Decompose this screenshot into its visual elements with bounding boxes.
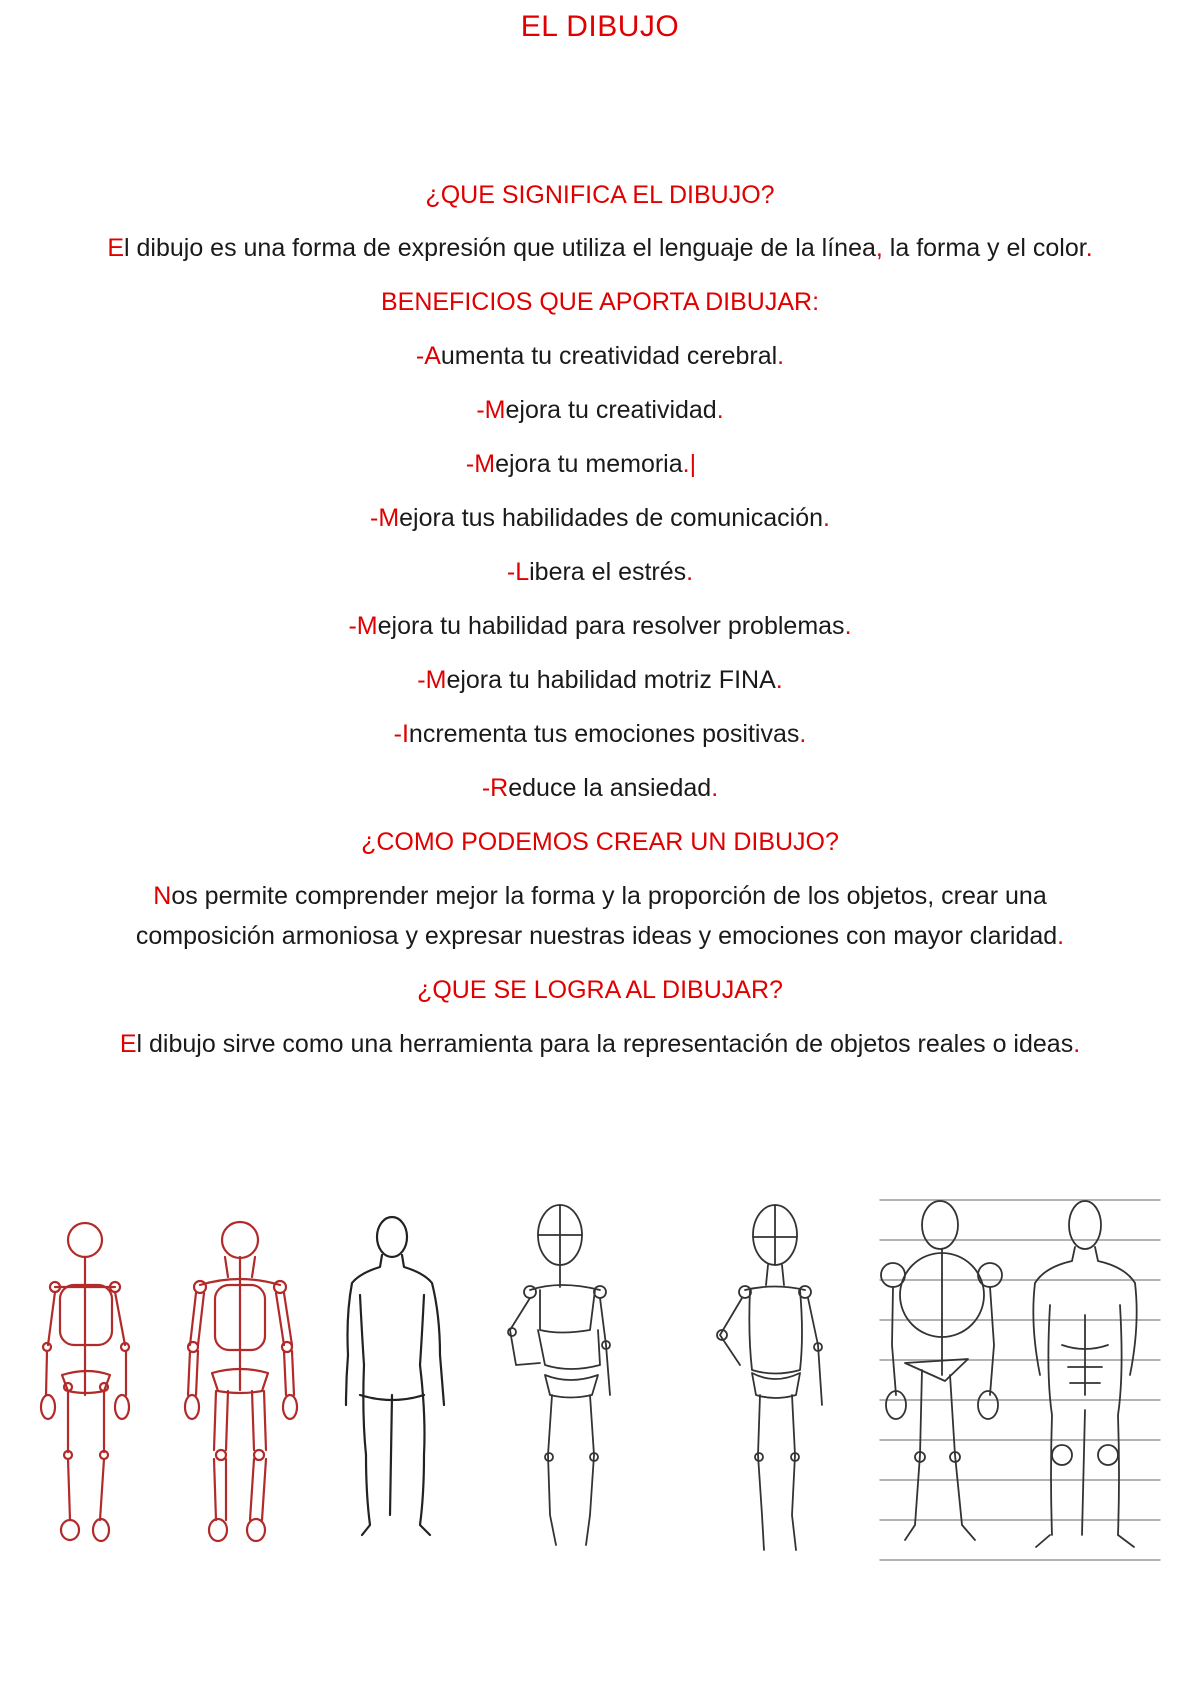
drop-letter: E — [119, 1030, 137, 1058]
mannequin-figure-arm-out — [508, 1205, 610, 1545]
drop-letter: N — [153, 882, 172, 910]
benefit-end: . — [686, 558, 694, 586]
red-period: . — [1057, 922, 1065, 950]
mannequin-figure-hand-on-hip — [717, 1205, 822, 1550]
achieve-text: l dibujo sirve como una herramienta para la representación de objetos reales o ideas — [136, 1030, 1074, 1058]
benefit-prefix: -R — [481, 774, 509, 802]
benefit-end: . — [823, 504, 830, 532]
benefit-item — [0, 719, 1200, 749]
red-period: . — [1073, 1030, 1081, 1058]
benefit-prefix: -M — [417, 666, 447, 694]
benefit-prefix: -M — [370, 504, 400, 532]
benefit-item — [0, 395, 1200, 425]
benefit-text: ejora tu creatividad — [505, 396, 717, 424]
section-heading-meaning: ¿QUE SIGNIFICA EL DIBUJO? — [425, 181, 775, 209]
benefit-end: . — [775, 666, 783, 694]
red-comma: , — [875, 234, 883, 262]
benefit-prefix: -A — [415, 342, 441, 370]
benefit-text: ncrementa tus emociones positivas — [408, 720, 800, 748]
benefits-list — [0, 341, 1200, 803]
benefit-text: umenta tu creatividad cerebral — [440, 342, 778, 370]
benefit-text: ejora tu habilidad para resolver problemas — [377, 612, 845, 640]
page-title: EL DIBUJO — [520, 10, 680, 43]
benefit-end: . — [844, 612, 852, 640]
benefit-item — [0, 665, 1200, 695]
figure-sketches-svg — [0, 1195, 1200, 1615]
achieve-paragraph — [0, 1029, 1200, 1059]
benefit-text: ejora tu memoria — [495, 450, 683, 478]
benefit-text: ejora tus habilidades de comunicación — [399, 504, 824, 532]
meaning-text-a: l dibujo es una forma de expresión que utiliza el lenguaje de la línea — [124, 234, 876, 262]
contour-figure — [346, 1217, 444, 1535]
benefit-end: . — [799, 720, 807, 748]
benefit-item — [0, 611, 1200, 641]
benefit-text: educe la ansiedad — [508, 774, 712, 802]
benefit-prefix: -M — [476, 396, 506, 424]
benefit-item — [0, 557, 1200, 587]
red-skeleton-figure — [41, 1223, 129, 1541]
benefit-prefix: -M — [348, 612, 378, 640]
how-text-line2: composición armoniosa y expresar nuestras ideas y emociones con mayor claridad — [135, 922, 1058, 950]
benefit-end: . — [716, 396, 724, 424]
benefit-prefix: -I — [393, 720, 409, 748]
benefit-end: . — [711, 774, 719, 802]
benefit-end: . — [777, 342, 785, 370]
benefit-item — [0, 341, 1200, 371]
benefit-text: ibera el estrés — [529, 558, 687, 586]
benefit-item — [0, 503, 1200, 533]
section-heading-achieve: ¿QUE SE LOGRA AL DIBUJAR? — [417, 976, 783, 1004]
benefit-item — [0, 773, 1200, 803]
how-paragraph-line2 — [0, 921, 1200, 951]
meaning-paragraph — [0, 233, 1200, 263]
meaning-text-b: la forma y el color — [882, 234, 1086, 262]
benefit-end: .| — [682, 450, 697, 478]
benefit-prefix: -M — [465, 450, 496, 478]
section-heading-benefits: BENEFICIOS QUE APORTA DIBUJAR: — [380, 288, 820, 316]
figure-sketches-illustration — [0, 1195, 1200, 1615]
red-blocked-figure — [185, 1222, 297, 1541]
proportion-muscular-figure — [1033, 1201, 1136, 1547]
benefit-prefix: -L — [506, 558, 530, 586]
section-heading-how: ¿COMO PODEMOS CREAR UN DIBUJO? — [361, 828, 839, 856]
how-paragraph-line1 — [0, 881, 1200, 911]
red-period: . — [1085, 234, 1093, 262]
benefit-text: ejora tu habilidad motriz FINA — [446, 666, 776, 694]
benefit-item — [0, 449, 1181, 479]
document-body — [0, 180, 1200, 1059]
how-text-line1: os permite comprender mejor la forma y la proporción de los objetos, crear una — [171, 882, 1047, 910]
drop-letter: E — [107, 234, 124, 262]
proportion-skeleton — [881, 1201, 1002, 1540]
